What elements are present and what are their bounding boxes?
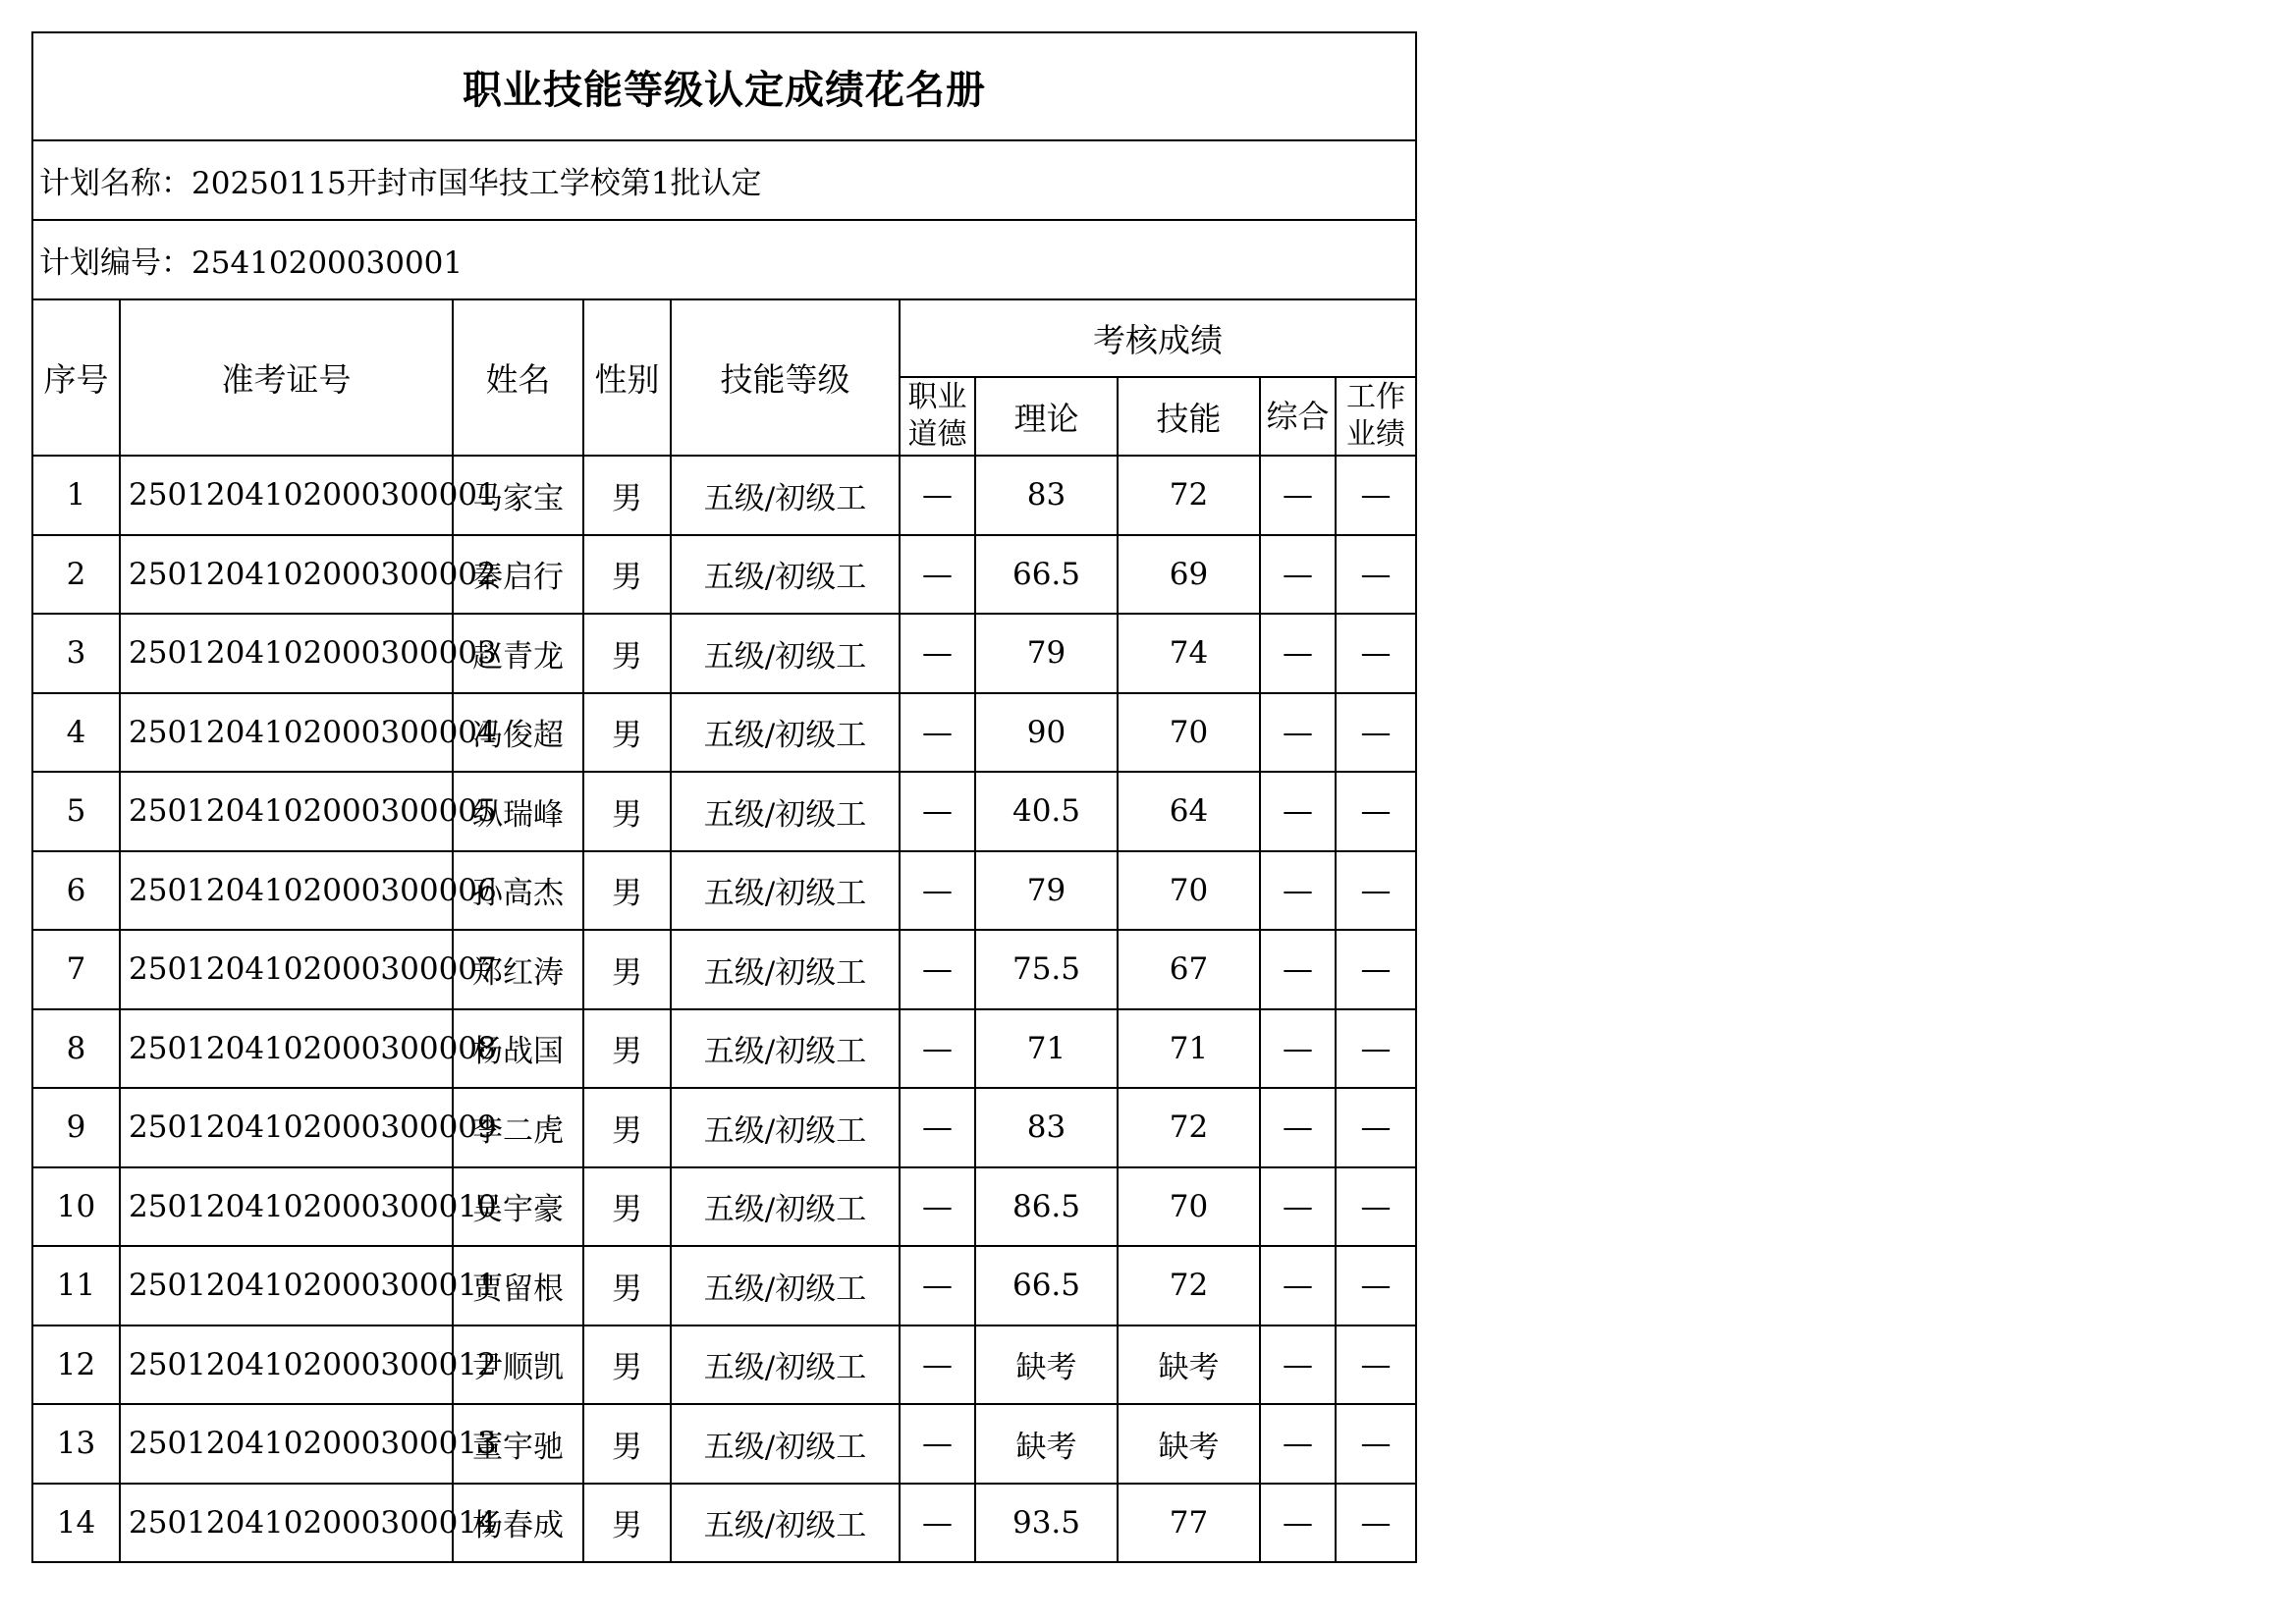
cell-ticket: 2501204102000300006 (120, 851, 453, 931)
cell-comprehensive: — (1260, 1167, 1336, 1247)
cell-seq: 5 (32, 772, 120, 851)
cell-comprehensive: — (1260, 851, 1336, 931)
cell-skill: 69 (1118, 535, 1260, 615)
cell-name: 赵青龙 (453, 614, 583, 693)
cell-ticket: 2501204102000300014 (120, 1484, 453, 1563)
roster-title: 职业技能等级认定成绩花名册 (32, 32, 1416, 140)
cell-ethics: — (900, 1167, 975, 1247)
cell-ticket: 2501204102000300009 (120, 1088, 453, 1167)
cell-skill: 70 (1118, 693, 1260, 773)
cell-theory: 90 (975, 693, 1118, 773)
cell-work: — (1336, 1009, 1416, 1089)
cell-work: — (1336, 535, 1416, 615)
header-ethics-line1: 职业 (907, 380, 967, 414)
cell-ticket: 2501204102000300005 (120, 772, 453, 851)
cell-skill: 64 (1118, 772, 1260, 851)
cell-theory: 40.5 (975, 772, 1118, 851)
cell-comprehensive: — (1260, 772, 1336, 851)
cell-ticket: 2501204102000300011 (120, 1246, 453, 1325)
cell-theory: 86.5 (975, 1167, 1118, 1247)
cell-comprehensive: — (1260, 1009, 1336, 1089)
plan-number: 计划编号：25410200030001 (32, 220, 1416, 299)
cell-gender: 男 (583, 1246, 671, 1325)
cell-work: — (1336, 456, 1416, 535)
table-row (32, 693, 1416, 773)
header-name: 姓名 (453, 299, 583, 456)
cell-level: 五级/初级工 (671, 1009, 900, 1089)
cell-comprehensive: — (1260, 1484, 1336, 1563)
cell-level: 五级/初级工 (671, 1484, 900, 1563)
cell-name: 吴宇豪 (453, 1167, 583, 1247)
header-theory: 理论 (975, 377, 1118, 456)
cell-work: — (1336, 1088, 1416, 1167)
table-row (32, 456, 1416, 535)
cell-gender: 男 (583, 772, 671, 851)
cell-name: 杨春成 (453, 1484, 583, 1563)
cell-seq: 8 (32, 1009, 120, 1089)
cell-ticket: 2501204102000300007 (120, 930, 453, 1009)
table-row (32, 851, 1416, 931)
cell-comprehensive: — (1260, 456, 1336, 535)
cell-comprehensive: — (1260, 1325, 1336, 1405)
cell-skill: 72 (1118, 1246, 1260, 1325)
cell-name: 马家宝 (453, 456, 583, 535)
cell-work: — (1336, 1484, 1416, 1563)
cell-skill: 67 (1118, 930, 1260, 1009)
cell-name: 董宇驰 (453, 1404, 583, 1484)
cell-gender: 男 (583, 535, 671, 615)
cell-work: — (1336, 851, 1416, 931)
header-level: 技能等级 (671, 299, 900, 456)
cell-level: 五级/初级工 (671, 1167, 900, 1247)
cell-ethics: — (900, 456, 975, 535)
cell-skill: 74 (1118, 614, 1260, 693)
cell-ticket: 2501204102000300001 (120, 456, 453, 535)
cell-gender: 男 (583, 1088, 671, 1167)
cell-skill: 71 (1118, 1009, 1260, 1089)
cell-theory: 75.5 (975, 930, 1118, 1009)
cell-seq: 1 (32, 456, 120, 535)
cell-name: 冯俊超 (453, 693, 583, 773)
cell-ticket: 2501204102000300013 (120, 1404, 453, 1484)
cell-skill: 缺考 (1118, 1325, 1260, 1405)
cell-ethics: — (900, 930, 975, 1009)
cell-theory: 66.5 (975, 1246, 1118, 1325)
cell-gender: 男 (583, 693, 671, 773)
table-row (32, 535, 1416, 615)
cell-name: 孙高杰 (453, 851, 583, 931)
cell-gender: 男 (583, 1009, 671, 1089)
cell-ticket: 2501204102000300003 (120, 614, 453, 693)
cell-name: 纵瑞峰 (453, 772, 583, 851)
cell-ethics: — (900, 1009, 975, 1089)
header-ethics-line2: 道德 (907, 417, 967, 452)
cell-gender: 男 (583, 1167, 671, 1247)
cell-comprehensive: — (1260, 1088, 1336, 1167)
header-work-line1: 工作 (1346, 380, 1405, 414)
cell-ticket: 2501204102000300010 (120, 1167, 453, 1247)
cell-gender: 男 (583, 930, 671, 1009)
cell-name: 尹顺凯 (453, 1325, 583, 1405)
cell-ethics: — (900, 535, 975, 615)
cell-theory: 83 (975, 1088, 1118, 1167)
cell-work: — (1336, 1325, 1416, 1405)
cell-work: — (1336, 930, 1416, 1009)
cell-ticket: 2501204102000300004 (120, 693, 453, 773)
cell-gender: 男 (583, 1404, 671, 1484)
cell-skill: 77 (1118, 1484, 1260, 1563)
cell-theory: 79 (975, 614, 1118, 693)
cell-seq: 4 (32, 693, 120, 773)
header-work-line2: 业绩 (1346, 417, 1405, 452)
cell-comprehensive: — (1260, 930, 1336, 1009)
cell-level: 五级/初级工 (671, 1246, 900, 1325)
cell-comprehensive: — (1260, 1404, 1336, 1484)
cell-seq: 9 (32, 1088, 120, 1167)
cell-comprehensive: — (1260, 614, 1336, 693)
table-row (32, 930, 1416, 1009)
cell-seq: 7 (32, 930, 120, 1009)
cell-level: 五级/初级工 (671, 851, 900, 931)
cell-name: 秦启行 (453, 535, 583, 615)
cell-skill: 70 (1118, 1167, 1260, 1247)
cell-level: 五级/初级工 (671, 772, 900, 851)
cell-theory: 79 (975, 851, 1118, 931)
cell-ethics: — (900, 1325, 975, 1405)
cell-work: — (1336, 1404, 1416, 1484)
cell-skill: 70 (1118, 851, 1260, 931)
cell-work: — (1336, 693, 1416, 773)
cell-seq: 13 (32, 1404, 120, 1484)
cell-seq: 6 (32, 851, 120, 931)
cell-ticket: 2501204102000300012 (120, 1325, 453, 1405)
table-row (32, 1167, 1416, 1247)
cell-level: 五级/初级工 (671, 614, 900, 693)
header-ethics (900, 377, 975, 456)
cell-ticket: 2501204102000300002 (120, 535, 453, 615)
cell-gender: 男 (583, 851, 671, 931)
cell-gender: 男 (583, 1484, 671, 1563)
cell-gender: 男 (583, 456, 671, 535)
cell-name: 贾留根 (453, 1246, 583, 1325)
cell-comprehensive: — (1260, 535, 1336, 615)
cell-seq: 12 (32, 1325, 120, 1405)
plan-name: 计划名称：20250115开封市国华技工学校第1批认定 (32, 140, 1416, 220)
cell-level: 五级/初级工 (671, 456, 900, 535)
score-roster-table (31, 31, 1417, 1563)
cell-theory: 71 (975, 1009, 1118, 1089)
table-row (32, 1088, 1416, 1167)
cell-seq: 3 (32, 614, 120, 693)
header-ticket: 准考证号 (120, 299, 453, 456)
cell-ethics: — (900, 1246, 975, 1325)
cell-skill: 缺考 (1118, 1404, 1260, 1484)
table-row (32, 1009, 1416, 1089)
cell-work: — (1336, 1167, 1416, 1247)
cell-seq: 14 (32, 1484, 120, 1563)
cell-skill: 72 (1118, 1088, 1260, 1167)
cell-gender: 男 (583, 614, 671, 693)
score-roster-sheet (31, 31, 1415, 1563)
cell-level: 五级/初级工 (671, 930, 900, 1009)
table-row (32, 1325, 1416, 1405)
cell-theory: 66.5 (975, 535, 1118, 615)
cell-gender: 男 (583, 1325, 671, 1405)
cell-comprehensive: — (1260, 693, 1336, 773)
header-skill: 技能 (1118, 377, 1260, 456)
cell-level: 五级/初级工 (671, 1088, 900, 1167)
cell-theory: 缺考 (975, 1325, 1118, 1405)
table-row (32, 772, 1416, 851)
cell-ticket: 2501204102000300008 (120, 1009, 453, 1089)
cell-level: 五级/初级工 (671, 535, 900, 615)
cell-theory: 93.5 (975, 1484, 1118, 1563)
cell-ethics: — (900, 772, 975, 851)
table-row (32, 1246, 1416, 1325)
cell-seq: 10 (32, 1167, 120, 1247)
header-scores: 考核成绩 (900, 299, 1416, 377)
cell-ethics: — (900, 851, 975, 931)
cell-level: 五级/初级工 (671, 693, 900, 773)
cell-name: 李二虎 (453, 1088, 583, 1167)
header-gender: 性别 (583, 299, 671, 456)
cell-theory: 缺考 (975, 1404, 1118, 1484)
table-row (32, 1484, 1416, 1563)
header-comprehensive: 综合 (1260, 377, 1336, 456)
header-work (1336, 377, 1416, 456)
cell-work: — (1336, 1246, 1416, 1325)
cell-name: 杨战国 (453, 1009, 583, 1089)
cell-ethics: — (900, 614, 975, 693)
cell-work: — (1336, 614, 1416, 693)
table-row (32, 1404, 1416, 1484)
cell-theory: 83 (975, 456, 1118, 535)
cell-comprehensive: — (1260, 1246, 1336, 1325)
cell-name: 郑红涛 (453, 930, 583, 1009)
cell-level: 五级/初级工 (671, 1404, 900, 1484)
cell-level: 五级/初级工 (671, 1325, 900, 1405)
cell-ethics: — (900, 1088, 975, 1167)
cell-ethics: — (900, 1484, 975, 1563)
cell-skill: 72 (1118, 456, 1260, 535)
cell-seq: 11 (32, 1246, 120, 1325)
cell-ethics: — (900, 693, 975, 773)
cell-work: — (1336, 772, 1416, 851)
cell-seq: 2 (32, 535, 120, 615)
table-row (32, 614, 1416, 693)
cell-ethics: — (900, 1404, 975, 1484)
header-seq: 序号 (32, 299, 120, 456)
